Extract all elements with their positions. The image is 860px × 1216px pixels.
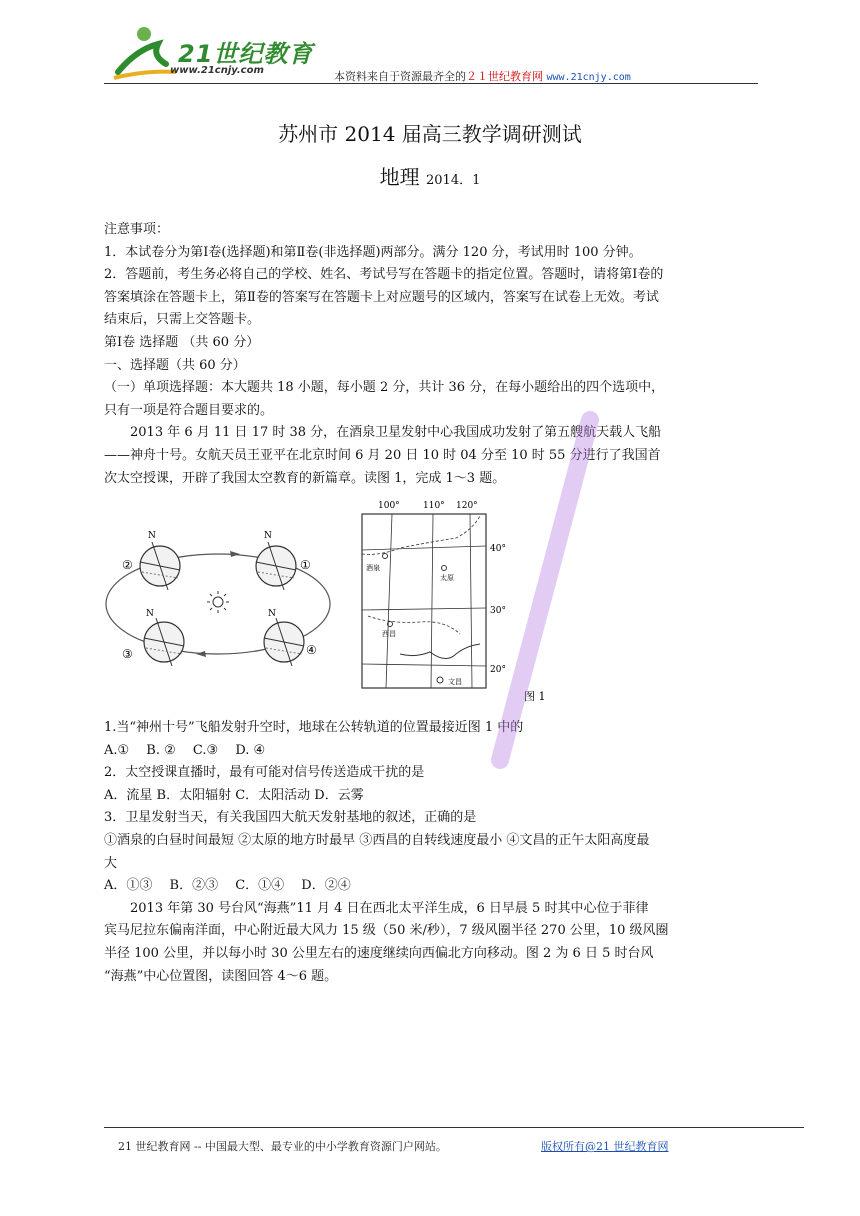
- svg-text:西昌: 西昌: [382, 630, 396, 638]
- intro-2-line: 2013 年第 30 号台风“海燕”11 月 4 日在西北太平洋生成，6 日早晨 5 时其中心位于菲律: [130, 900, 649, 916]
- question-3: 3．卫星发射当天，有关我国四大航天发射基地的叙述，正确的是: [104, 810, 477, 826]
- notice-line: 2．答题前，考生务必将自己的学校、姓名、考试号写在答题卡的指定位置。答题时，请将第Ⅰ卷的: [104, 267, 664, 283]
- earth-position-2: [140, 531, 180, 590]
- header-url[interactable]: www.21cnjy.com: [546, 72, 631, 83]
- svg-text:③: ③: [122, 647, 133, 661]
- header-note: 本资料来自于资源最齐全的２１世纪教育网 www.21cnjy.com: [334, 70, 631, 83]
- logo-text: 21世纪教育: [178, 40, 314, 68]
- notice-line: 答案填涂在答题卡上，第Ⅱ卷的答案写在答题卡上对应题号的区域内，答案写在试卷上无效。考试: [104, 289, 659, 305]
- earth-position-4: [264, 609, 304, 666]
- question-2: 2．太空授课直播时，最有可能对信号传送造成干扰的是: [104, 765, 425, 781]
- question-1: 1.当“神州十号”飞船发射升空时，地球在公转轨道的位置最接近图 1 中的: [104, 720, 524, 735]
- svg-text:酒泉: 酒泉: [366, 564, 380, 572]
- question-3-statements-cont: 大: [104, 855, 118, 871]
- svg-text:N: N: [268, 609, 276, 619]
- notice-line: 注意事项：: [104, 222, 170, 237]
- svg-text:110°: 110°: [423, 501, 445, 511]
- notice-line: 结束后，只需上交答题卡。: [104, 312, 261, 328]
- svg-text:太原: 太原: [440, 574, 454, 582]
- intro-2-line: “海燕”中心位置图，读图回答 4～6 题。: [104, 968, 338, 984]
- footer-divider: [104, 1127, 804, 1128]
- header-divider: [104, 83, 758, 84]
- notice-line: 1．本试卷分为第Ⅰ卷(选择题)和第Ⅱ卷(非选择题)两部分。满分 120 分，考试用时 100 分钟。: [104, 244, 642, 260]
- question-3-options: A．①③ B．②③ C．①④ D．②④: [104, 878, 351, 894]
- svg-text:图 1: 图 1: [524, 690, 546, 703]
- notice-section: [104, 219, 758, 490]
- svg-text:100°: 100°: [378, 501, 400, 511]
- watermark-graphic: [480, 400, 620, 780]
- section-heading: 第Ⅰ卷 选择题 （共 60 分）: [104, 334, 260, 350]
- intro-line: ——神舟十号。女航天员王亚平在北京时间 6 月 20 日 10 时 04 分至 10 时 55 分进行了我国首: [104, 447, 661, 463]
- page-subtitle: 地理 2014．1: [379, 165, 481, 189]
- sun-icon: [207, 591, 229, 613]
- svg-text:①: ①: [300, 558, 311, 572]
- question-3-statements: ①酒泉的白昼时间最短 ②太原的地方时最早 ③西昌的自转线速度最小 ④文昌的正午太阳高度最: [104, 832, 650, 848]
- svg-text:④: ④: [306, 643, 317, 657]
- intro-line: 2013 年 6 月 11 日 17 时 38 分，在酒泉卫星发射中心我国成功发射了第五艘航天载人飞船: [130, 425, 662, 441]
- svg-text:N: N: [148, 531, 156, 541]
- intro-2-line: 宾马尼拉东偏南洋面，中心附近最大风力 15 级（50 米/秒），7 级风圈半径 270 公里，10 级风圈: [104, 923, 669, 939]
- figure-1: [100, 494, 760, 712]
- questions-section: [104, 717, 758, 988]
- svg-text:120°: 120°: [456, 501, 478, 511]
- svg-text:N: N: [146, 609, 154, 619]
- intro-line: 次太空授课，开辟了我国太空教育的新篇章。读图 1，完成 1～3 题。: [104, 470, 506, 486]
- footer-text: 21 世纪教育网 -- 中国最大型、最专业的中小学教育资源门户网站。: [118, 1140, 447, 1153]
- svg-text:文昌: 文昌: [448, 678, 462, 686]
- svg-text:②: ②: [122, 558, 133, 572]
- intro-2-line: 半径 100 公里，并以每小时 30 公里左右的速度继续向西偏北方向移动。图 2 为 6 日 5 时台风: [104, 945, 654, 961]
- svg-text:40°: 40°: [490, 544, 506, 554]
- svg-text:30°: 30°: [490, 606, 506, 616]
- question-2-options: A．流星 B．太阳辐射 C．太阳活动 D．云雾: [104, 787, 364, 803]
- instruction-line: （一）单项选择题：本大题共 18 小题，每小题 2 分，共计 36 分，在每小题给出的四个选项中，: [104, 380, 665, 396]
- earth-position-1: [256, 531, 296, 590]
- svg-text:20°: 20°: [490, 665, 506, 675]
- footer-copyright-link[interactable]: 版权所有@21 世纪教育网: [541, 1140, 669, 1153]
- instruction-line: 只有一项是符合题目要求的。: [104, 402, 274, 418]
- page-title: 苏州市 2014 届高三教学调研测试: [278, 122, 582, 146]
- question-1-options: A.① B. ② C.③ D. ④: [104, 742, 266, 758]
- svg-text:N: N: [264, 531, 272, 541]
- earth-position-3: [144, 609, 184, 666]
- logo-url: www.21cnjy.com: [170, 65, 264, 76]
- section-heading: 一、选择题（共 60 分）: [104, 357, 246, 373]
- header-brand: ２１世纪教育网: [466, 70, 543, 83]
